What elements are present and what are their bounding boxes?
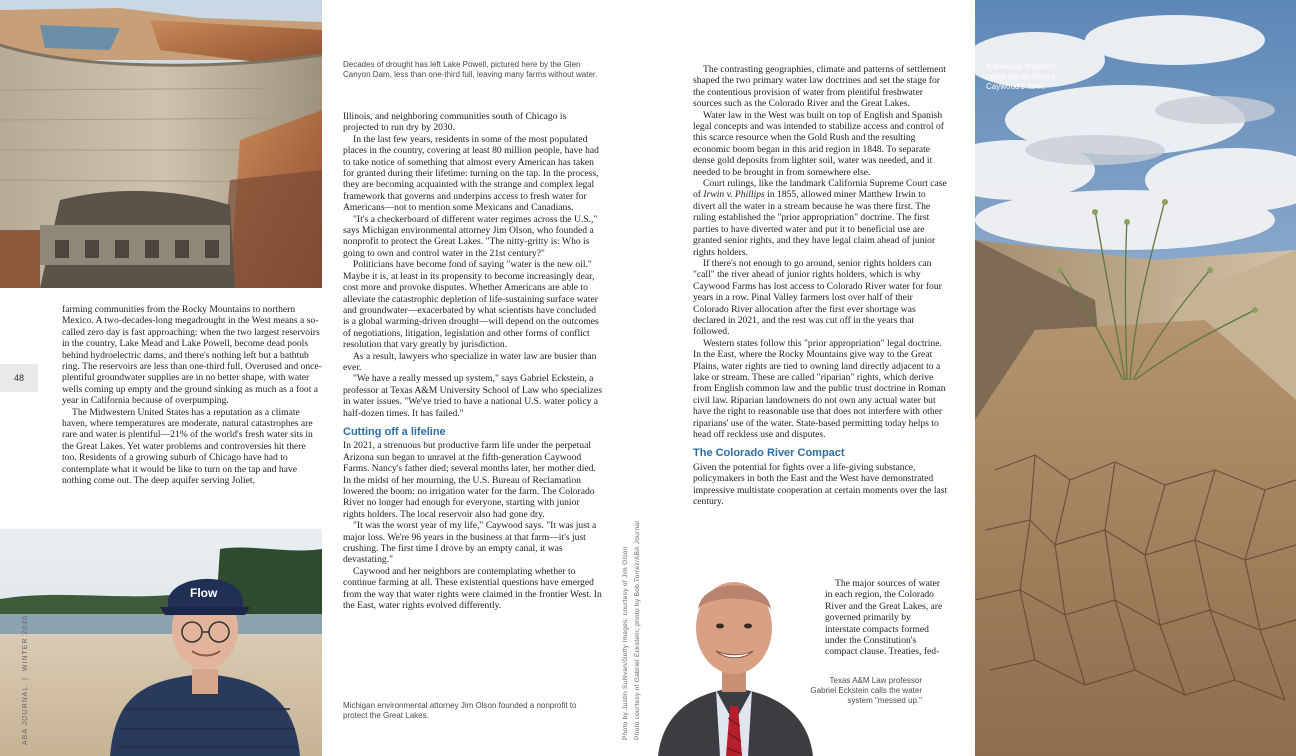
canal-caption: A dried-up irrigation canal sits on Nancy Caywood's farm. bbox=[986, 62, 1056, 91]
article-column-3 bbox=[693, 64, 948, 507]
col2-paragraph: "We have a really messed up system," says Gabriel Eckstein, a professor at Texas A&M University School of Law who specializes in water issues. "We've tried to have a national U.S. water policy a half-dozen times. It has failed." bbox=[343, 373, 602, 419]
col3-paragraph: The major sources of water in each region, the Colorado River and the Great Lakes, are governed primarily by interstate compacts formed under the Constitution's compact clause. Treaties, fed- bbox=[825, 578, 943, 658]
dam-photo bbox=[0, 0, 322, 288]
article-column-3-cont bbox=[825, 578, 948, 658]
col2-paragraph: "It was the worst year of my life," Caywood says. "It was just a major loss. We're 96 years in the business at that farm—it's just crushing. The first time I drove by an empty canal, it was devastating." bbox=[343, 520, 597, 566]
col2-paragraph: Politicians have become fond of saying "water is the new oil." Maybe it is, at least in its propensity to become increasingly dear, cost more and provoke disputes. Whether Americans are able to alleviate the catastrophic depletion of life-sustaining surface water and groundwater—exacerbated by what scientists have concluded is a global warming-driven drought—will depend on the outcomes of negotiations, litigation, legislation and other forms of conflict resolution that vary greatly by jurisdiction. bbox=[343, 259, 599, 351]
eckstein-photo bbox=[648, 548, 820, 756]
subhead-cutting-off: Cutting off a lifeline bbox=[343, 425, 446, 438]
folio-journal: ABA JOURNAL | WINTER 2026 bbox=[22, 615, 29, 745]
olson-caption: Michigan environmental attorney Jim Olson founded a nonprofit to protect the Great Lakes. bbox=[343, 701, 577, 720]
issue-date: WINTER 2026 bbox=[22, 615, 29, 672]
article-column-2 bbox=[343, 111, 603, 611]
col2-paragraph: Caywood and her neighbors are contemplating whether to continue farming at all. These existential questions have emerged from the way that water rights were claimed in the frontier West. In the East, water rights evolved differently. bbox=[343, 565, 602, 612]
dry-canal-image bbox=[975, 0, 1296, 756]
col3-paragraph: The contrasting geographies, climate and patterns of settlement shaped the two primary water law doctrines and set the stage for the contentious provision of water from plentiful freshwater sources such as the Colorado River and the Great Lakes. bbox=[693, 64, 946, 110]
cap-logo-text: Flow bbox=[190, 586, 218, 600]
gabriel-eckstein-portrait bbox=[648, 548, 820, 756]
col3-paragraph: Water law in the West was built on top of English and Spanish legal concepts and was intended to stabilize access and control of this scarce resource when the Gold Rush and the resulting economic boom began in this arid region in 1848. To separate dense gold deposits from lighter soil, water was needed, and it needed to be brought in from somewhere else. bbox=[693, 109, 944, 178]
photo-credit-right: Photo courtesy of Gabriel Eckstein; photo by Bob Torrez/ABA Journal bbox=[634, 520, 641, 740]
dam-caption: Decades of drought has left Lake Powell, pictured here by the Glen Canyon Dam, less than one-third full, leaving many farms without water. bbox=[343, 60, 598, 79]
col3-paragraph: Western states follow this "prior appropriation" legal doctrine. In the East, where the Rocky Mountains give way to the Great Plains, water rights are tied to owning land directly adjacent to a lake or stream. These are called "riparian" rights, which derive from English common law and the public trust doctrine in Roman civil law. Riparian landowners do not own any actual water but have the right to reasonable use that does not interfere with other riparians' use of the water. State-based permitting today helps to head off reckless use and disputes. bbox=[693, 337, 946, 440]
subhead-colorado-compact: The Colorado River Compact bbox=[693, 447, 845, 460]
photo-credit-left: Photo by Justin Sullivan/Getty Images; courtesy of Jim Olson bbox=[622, 546, 629, 740]
canal-photo bbox=[975, 0, 1296, 756]
jim-olson-portrait bbox=[0, 529, 322, 756]
col2-paragraph: "It's a checkerboard of different water regimes across the U.S.," says Michigan environmental attorney Jim Olson, who founded a nonprofit to protect the Great Lakes. "The nitty-gritty is: Who is going to own and control water in the 21st century?" bbox=[343, 213, 598, 259]
article-column-1 bbox=[62, 304, 322, 487]
glen-canyon-dam-image bbox=[0, 0, 322, 288]
col2-paragraph: In the last few years, residents in some of the most populated places in the country, covering at least 80 million people, have had to take notice of something that almost every American has taken for granted during their lifetime: turning on the tap. In the process, they are becoming acquainted with the strange and complex legal framework that governs and underpins access to fresh water for Americans—not to mention some Mexicans and Canadians. bbox=[343, 133, 599, 214]
col3-p3-start: Court rulings, like the landmark California Supreme Court case of bbox=[693, 178, 947, 201]
col2-paragraph: As a result, lawyers who specialize in water law are busier than ever. bbox=[343, 350, 597, 373]
col3-paragraph: If there's not enough to go around, senior rights holders can "call" the river ahead of junior rights holders, which is why Caywood Farms has lost access to Colorado River water for four years in a row. Pinal Valley farmers lost over half of their Colorado River allocation after the first ever shortage was declared in 2021, and the rest was cut off in the years that followed. bbox=[693, 257, 942, 338]
col2-paragraph: In 2021, a strenuous but productive farm life under the perpetual Arizona sun began to unravel at the fifth-generation Caywood Farms. Nancy's father died; several months later, her mother died. In the midst of her mourning, the U.S. Bureau of Reclamation lowered the boom: no irrigation water for the farm. The Colorado River no longer had enough for everyone, starting with junior rights holders. The local reservoir also had gone dry. bbox=[343, 440, 596, 520]
col2-paragraph: Illinois, and neighboring communities south of Chicago is projected to run dry by 2030. bbox=[343, 111, 567, 134]
page-number-left: 48 bbox=[0, 364, 38, 392]
col1-paragraph: farming communities from the Rocky Mountains to northern Mexico. A two-decades-long megadrought in the West means a so-called zero day is fast approaching: when the two largest reservoirs in the country, Lake Mead and Lake Powell, become dead pools behind hydroelectric dams, and there's nothing left but a bathtub ring. The reservoirs are less than one-third full. Overused and once-plentiful groundwater supplies are in no better shape, with water wells coming up empty and the ground sinking as much as a foot a year in California because of overpumping. bbox=[62, 304, 322, 407]
case-name: Irwin v. Phillips bbox=[703, 189, 765, 201]
olson-photo bbox=[0, 529, 322, 756]
col1-paragraph: The Midwestern United States has a reputation as a climate haven, where temperatures are moderate, natural catastrophes are rare and water is plentiful—21% of the world's fresh water sits in the Great Lakes. Yet water problems and controversies hit there too. Residents of a growing suburb of Chicago have had to contemplate what it would be like to turn on the tap and have nothing come out. The deep aquifer serving Joliet, bbox=[62, 406, 313, 487]
col3-paragraph bbox=[693, 178, 948, 258]
journal-name: ABA JOURNAL bbox=[22, 685, 29, 745]
col3-p3-end: in 1855, allowed miner Matthew Irwin to divert all the water in a stream because he was there first. The ruling established the "prior appropriation" doctrine. The first parties to have diverted water and put it to beneficial use are granted senior rights, and they have legal claim ahead of junior rights holders. bbox=[693, 189, 936, 258]
eckstein-caption: Texas A&M Law professor Gabriel Eckstein calls the water system "messed up." bbox=[810, 676, 922, 705]
col3-paragraph: Given the potential for fights over a life-giving substance, policymakers in both the East and the West have demonstrated impressive multistate cooperation at certain moments over the last century. bbox=[693, 461, 948, 508]
